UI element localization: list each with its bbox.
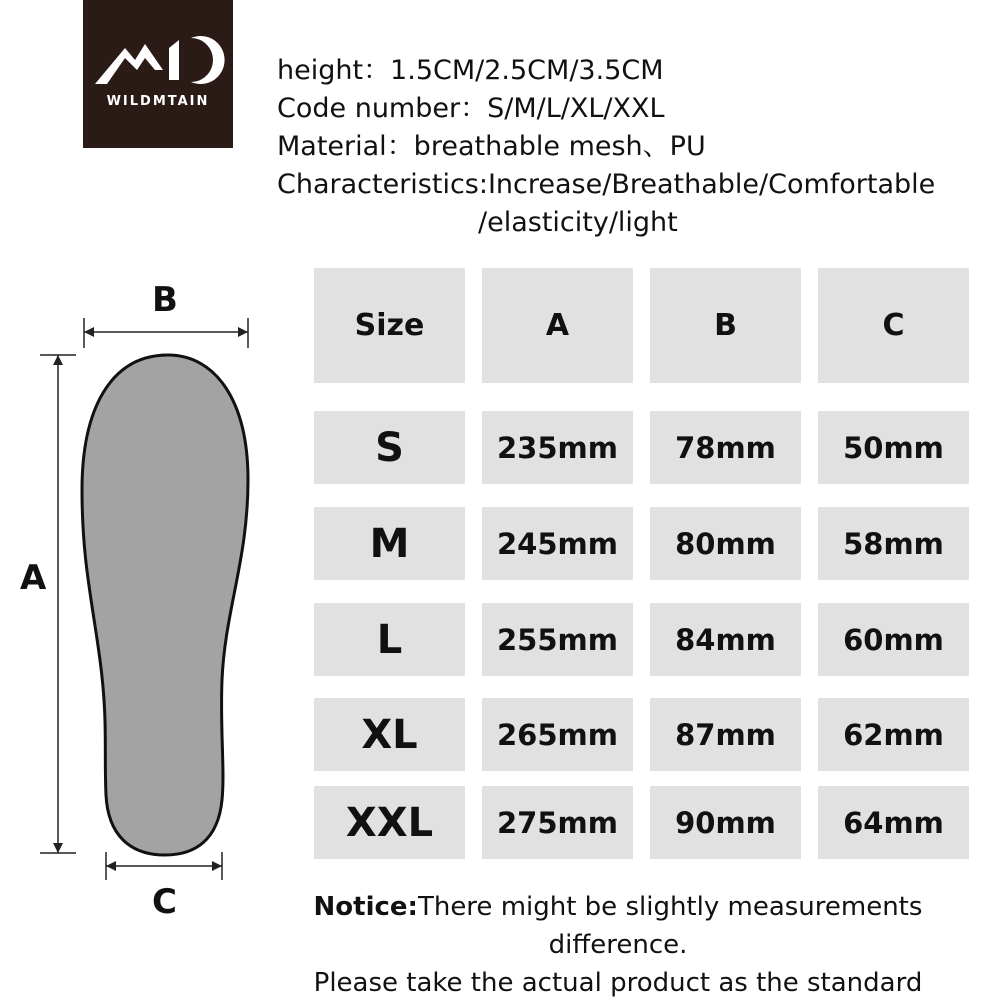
dimension-label-c: C bbox=[152, 882, 177, 922]
table-size-cell: M bbox=[314, 507, 465, 580]
table-value-cell: 58mm bbox=[818, 507, 969, 580]
table-header-cell: Size bbox=[314, 268, 465, 383]
table-value-cell: 64mm bbox=[818, 786, 969, 859]
spec-height: height：1.5CM/2.5CM/3.5CM bbox=[277, 55, 664, 86]
insole-shape bbox=[82, 355, 248, 855]
table-value-cell: 60mm bbox=[818, 603, 969, 676]
table-size-cell: XXL bbox=[314, 786, 465, 859]
table-size-cell: XL bbox=[314, 698, 465, 771]
spec-material: Material：breathable mesh、PU bbox=[277, 131, 706, 162]
dimension-label-a: A bbox=[20, 558, 47, 598]
table-header-cell: A bbox=[482, 268, 633, 383]
brand-name: WILDMTAIN bbox=[106, 94, 210, 109]
mountain-moon-icon bbox=[83, 0, 233, 148]
notice bbox=[268, 888, 968, 1002]
table-value-cell: 80mm bbox=[650, 507, 801, 580]
table-value-cell: 90mm bbox=[650, 786, 801, 859]
dimension-label-b: B bbox=[152, 280, 178, 320]
table-size-cell: L bbox=[314, 603, 465, 676]
spec-code-number: Code number：S/M/L/XL/XXL bbox=[277, 93, 665, 124]
table-value-cell: 235mm bbox=[482, 411, 633, 484]
table-value-cell: 275mm bbox=[482, 786, 633, 859]
brand-logo bbox=[83, 0, 233, 148]
table-value-cell: 84mm bbox=[650, 603, 801, 676]
table-value-cell: 265mm bbox=[482, 698, 633, 771]
table-value-cell: 62mm bbox=[818, 698, 969, 771]
table-value-cell: 245mm bbox=[482, 507, 633, 580]
insole-diagram bbox=[0, 280, 270, 920]
table-value-cell: 50mm bbox=[818, 411, 969, 484]
notice-line-2: Please take the actual product as the standard bbox=[313, 968, 923, 998]
table-header-cell: B bbox=[650, 268, 801, 383]
table-value-cell: 87mm bbox=[650, 698, 801, 771]
spec-characteristics: Characteristics:Increase/Breathable/Comfortable bbox=[277, 169, 936, 200]
table-value-cell: 255mm bbox=[482, 603, 633, 676]
notice-line-1: There might be slightly measurements difference. bbox=[417, 892, 923, 960]
table-header-cell: C bbox=[818, 268, 969, 383]
spec-characteristics-continued: /elasticity/light bbox=[478, 207, 678, 238]
notice-label: Notice: bbox=[313, 892, 418, 922]
table-value-cell: 78mm bbox=[650, 411, 801, 484]
table-size-cell: S bbox=[314, 411, 465, 484]
